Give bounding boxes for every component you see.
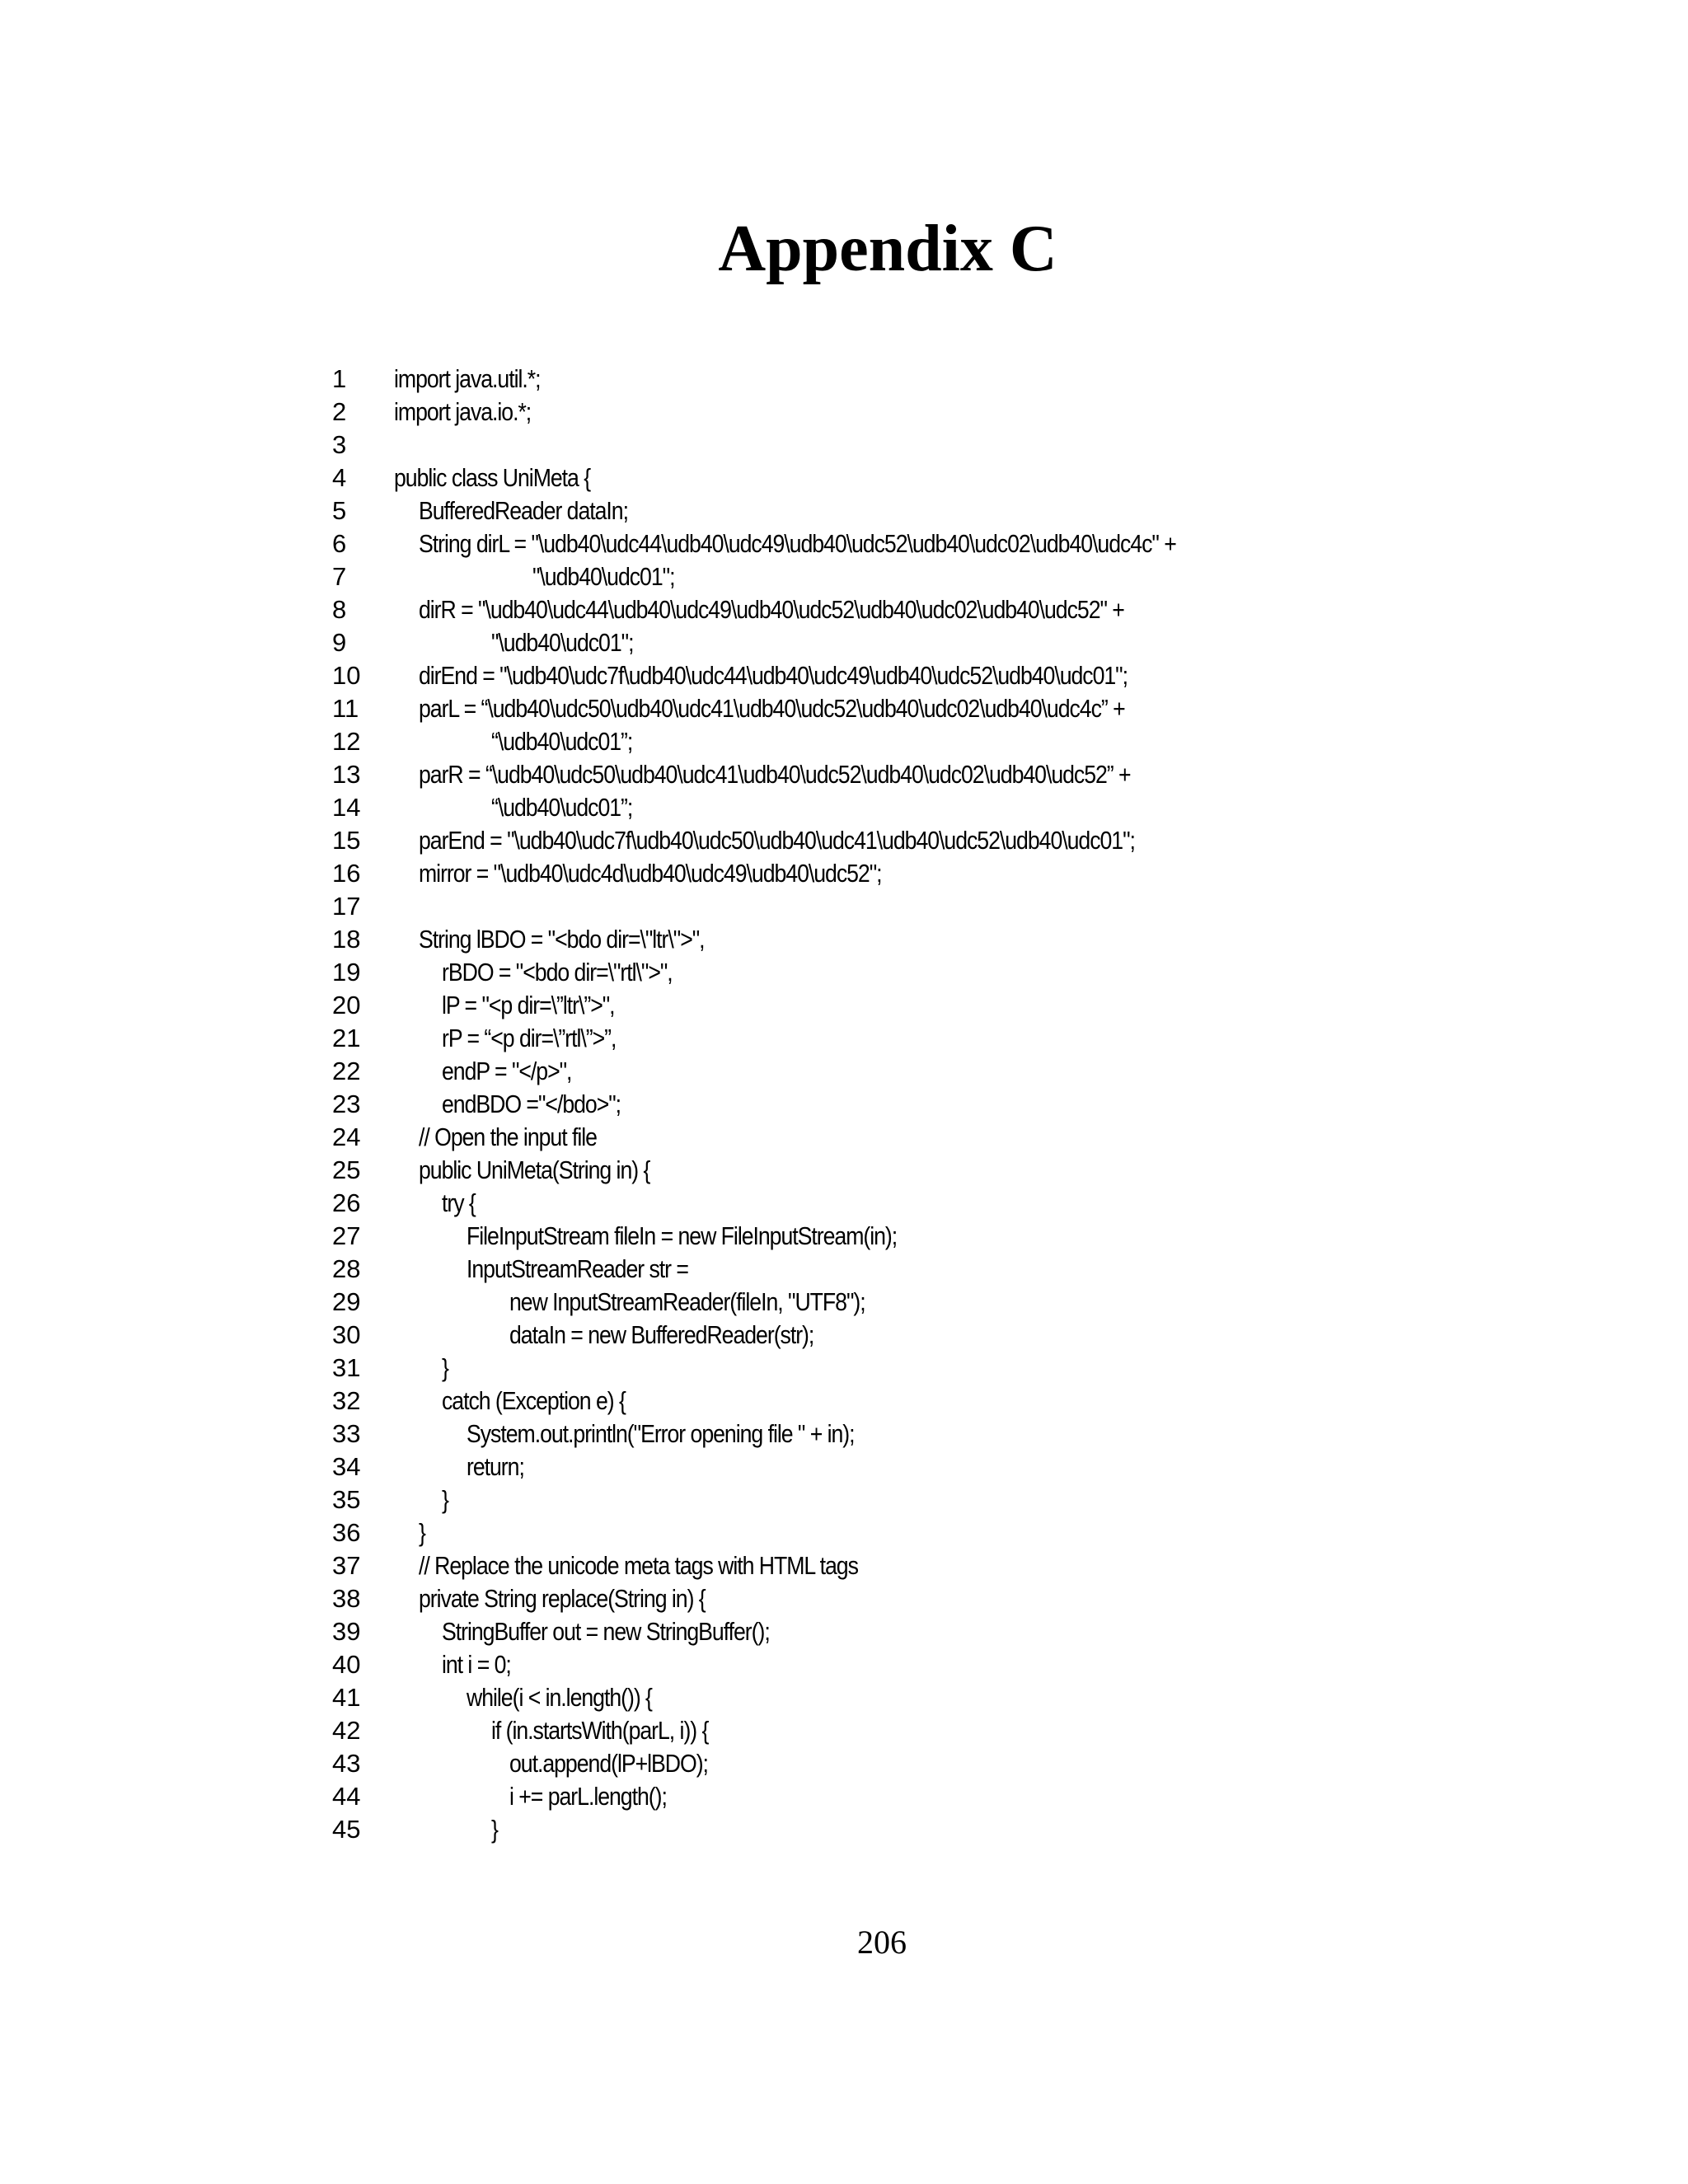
code-text: "\udb40\udc01"; [532, 562, 675, 591]
code-text: } [419, 1518, 425, 1547]
code-line [0, 560, 1688, 593]
line-number: 35 [332, 1485, 361, 1514]
code-line [0, 1253, 1688, 1286]
code-line [0, 692, 1688, 725]
code-text: "\udb40\udc01"; [491, 628, 634, 657]
line-number: 40 [332, 1650, 361, 1679]
code-text: if (in.startsWith(parL, i)) { [491, 1716, 709, 1745]
code-line [0, 1121, 1688, 1154]
code-listing [0, 363, 1688, 1846]
code-text: return; [467, 1452, 524, 1481]
code-line [0, 1747, 1688, 1780]
line-number: 43 [332, 1749, 361, 1778]
code-line [0, 1154, 1688, 1187]
line-number: 24 [332, 1122, 361, 1151]
line-number: 6 [332, 529, 347, 558]
code-text: while(i < in.length()) { [467, 1683, 652, 1712]
code-line [0, 1286, 1688, 1319]
line-number: 11 [332, 694, 359, 723]
code-text: String lBDO = "<bdo dir=\"ltr\">", [419, 925, 705, 954]
code-line [0, 1549, 1688, 1582]
code-text: endP = "</p>", [442, 1057, 572, 1085]
line-number: 22 [332, 1057, 361, 1085]
line-number: 27 [332, 1221, 361, 1250]
code-line [0, 1088, 1688, 1121]
code-text: “\udb40\udc01”; [491, 793, 633, 822]
code-text: dirR = "\udb40\udc44\udb40\udc49\udb40\udc52\udb40\udc02\udb40\udc52" + [419, 595, 1124, 624]
code-text: System.out.println("Error opening file " + in); [467, 1419, 855, 1448]
code-text: try { [442, 1188, 476, 1217]
line-number: 41 [332, 1683, 361, 1712]
code-text: private String replace(String in) { [419, 1584, 706, 1613]
code-line [0, 1813, 1688, 1846]
code-line [0, 1022, 1688, 1055]
code-line [0, 429, 1688, 462]
code-line [0, 1582, 1688, 1615]
line-number: 33 [332, 1419, 361, 1448]
line-number: 10 [332, 661, 361, 690]
code-line [0, 1451, 1688, 1483]
line-number: 32 [332, 1386, 361, 1415]
code-text: parR = “\udb40\udc50\udb40\udc41\udb40\udc52\udb40\udc02\udb40\udc52” + [419, 760, 1131, 789]
code-line [0, 923, 1688, 956]
code-text: } [491, 1815, 498, 1844]
line-number: 29 [332, 1287, 361, 1316]
line-number: 5 [332, 496, 347, 525]
code-text: catch (Exception e) { [442, 1386, 626, 1415]
code-text: // Open the input file [419, 1122, 597, 1151]
code-line [0, 1615, 1688, 1648]
page-title: Appendix C [718, 213, 1057, 285]
line-number: 15 [332, 826, 361, 855]
line-number: 9 [332, 628, 347, 657]
code-text: parEnd = "\udb40\udc7f\udb40\udc50\udb40\udc41\udb40\udc52\udb40\udc01"; [419, 826, 1135, 855]
code-line [0, 659, 1688, 692]
code-line [0, 725, 1688, 758]
code-line [0, 593, 1688, 626]
code-text: BufferedReader dataIn; [419, 496, 628, 525]
line-number: 21 [332, 1024, 361, 1052]
line-number: 1 [332, 364, 347, 393]
code-text: rP = “<p dir=\”rtl\”>”, [442, 1024, 617, 1052]
code-text: parL = “\udb40\udc50\udb40\udc41\udb40\udc52\udb40\udc02\udb40\udc4c” + [419, 694, 1125, 723]
line-number: 36 [332, 1518, 361, 1547]
line-number: 14 [332, 793, 361, 822]
line-number: 13 [332, 760, 361, 789]
code-line [0, 1385, 1688, 1418]
line-number: 18 [332, 925, 361, 954]
code-text: endBDO ="</bdo>"; [442, 1090, 621, 1118]
code-line [0, 1648, 1688, 1681]
line-number: 3 [332, 430, 347, 459]
line-number: 39 [332, 1617, 361, 1646]
code-text: dataIn = new BufferedReader(str); [509, 1320, 814, 1349]
line-number: 34 [332, 1452, 361, 1481]
code-line [0, 989, 1688, 1022]
code-line [0, 1187, 1688, 1220]
line-number: 17 [332, 892, 361, 921]
code-line [0, 1055, 1688, 1088]
line-number: 31 [332, 1353, 361, 1382]
code-text: dirEnd = "\udb40\udc7f\udb40\udc44\udb40\udc49\udb40\udc52\udb40\udc01"; [419, 661, 1128, 690]
line-number: 19 [332, 958, 361, 987]
code-line [0, 824, 1688, 857]
line-number: 25 [332, 1155, 361, 1184]
code-text: i += parL.length(); [509, 1782, 667, 1811]
code-line [0, 1516, 1688, 1549]
code-text: public class UniMeta { [394, 463, 591, 492]
code-text: } [442, 1353, 448, 1382]
code-text: mirror = "\udb40\udc4d\udb40\udc49\udb40\udc52"; [419, 859, 882, 888]
code-line [0, 1780, 1688, 1813]
code-line [0, 626, 1688, 659]
code-line [0, 363, 1688, 396]
code-line [0, 527, 1688, 560]
line-number: 28 [332, 1254, 361, 1283]
line-number: 44 [332, 1782, 361, 1811]
code-text: import java.io.*; [394, 397, 532, 426]
code-line [0, 1483, 1688, 1516]
line-number: 8 [332, 595, 347, 624]
code-line [0, 758, 1688, 791]
line-number: 12 [332, 727, 361, 756]
code-text: import java.util.*; [394, 364, 541, 393]
code-line [0, 1681, 1688, 1714]
code-text: InputStreamReader str = [467, 1254, 688, 1283]
code-text: int i = 0; [442, 1650, 511, 1679]
code-line [0, 956, 1688, 989]
line-number: 20 [332, 991, 361, 1019]
code-text: lP = "<p dir=\”ltr\”>", [442, 991, 615, 1019]
line-number: 30 [332, 1320, 361, 1349]
line-number: 7 [332, 562, 347, 591]
code-text: FileInputStream fileIn = new FileInputStream(in); [467, 1221, 898, 1250]
line-number: 26 [332, 1188, 361, 1217]
code-line [0, 396, 1688, 429]
code-line [0, 857, 1688, 890]
code-text: StringBuffer out = new StringBuffer(); [442, 1617, 770, 1646]
code-text: out.append(lP+lBDO); [509, 1749, 708, 1778]
code-line [0, 1714, 1688, 1747]
line-number: 16 [332, 859, 361, 888]
line-number: 37 [332, 1551, 361, 1580]
line-number: 4 [332, 463, 347, 492]
code-text: “\udb40\udc01”; [491, 727, 633, 756]
code-line [0, 1352, 1688, 1385]
code-line [0, 462, 1688, 494]
code-text: String dirL = "\udb40\udc44\udb40\udc49\udb40\udc52\udb40\udc02\udb40\udc4c" + [419, 529, 1176, 558]
code-text: rBDO = "<bdo dir=\"rtl\">", [442, 958, 673, 987]
code-line [0, 890, 1688, 923]
line-number: 2 [332, 397, 347, 426]
code-text: } [442, 1485, 448, 1514]
page-number: 206 [857, 1924, 907, 1961]
code-line [0, 1418, 1688, 1451]
line-number: 45 [332, 1815, 361, 1844]
code-text: // Replace the unicode meta tags with HTML tags [419, 1551, 858, 1580]
code-line [0, 1220, 1688, 1253]
code-line [0, 1319, 1688, 1352]
line-number: 38 [332, 1584, 361, 1613]
line-number: 23 [332, 1090, 361, 1118]
code-line [0, 494, 1688, 527]
code-text: new InputStreamReader(fileIn, "UTF8"); [509, 1287, 865, 1316]
line-number: 42 [332, 1716, 361, 1745]
code-text: public UniMeta(String in) { [419, 1155, 650, 1184]
code-line [0, 791, 1688, 824]
